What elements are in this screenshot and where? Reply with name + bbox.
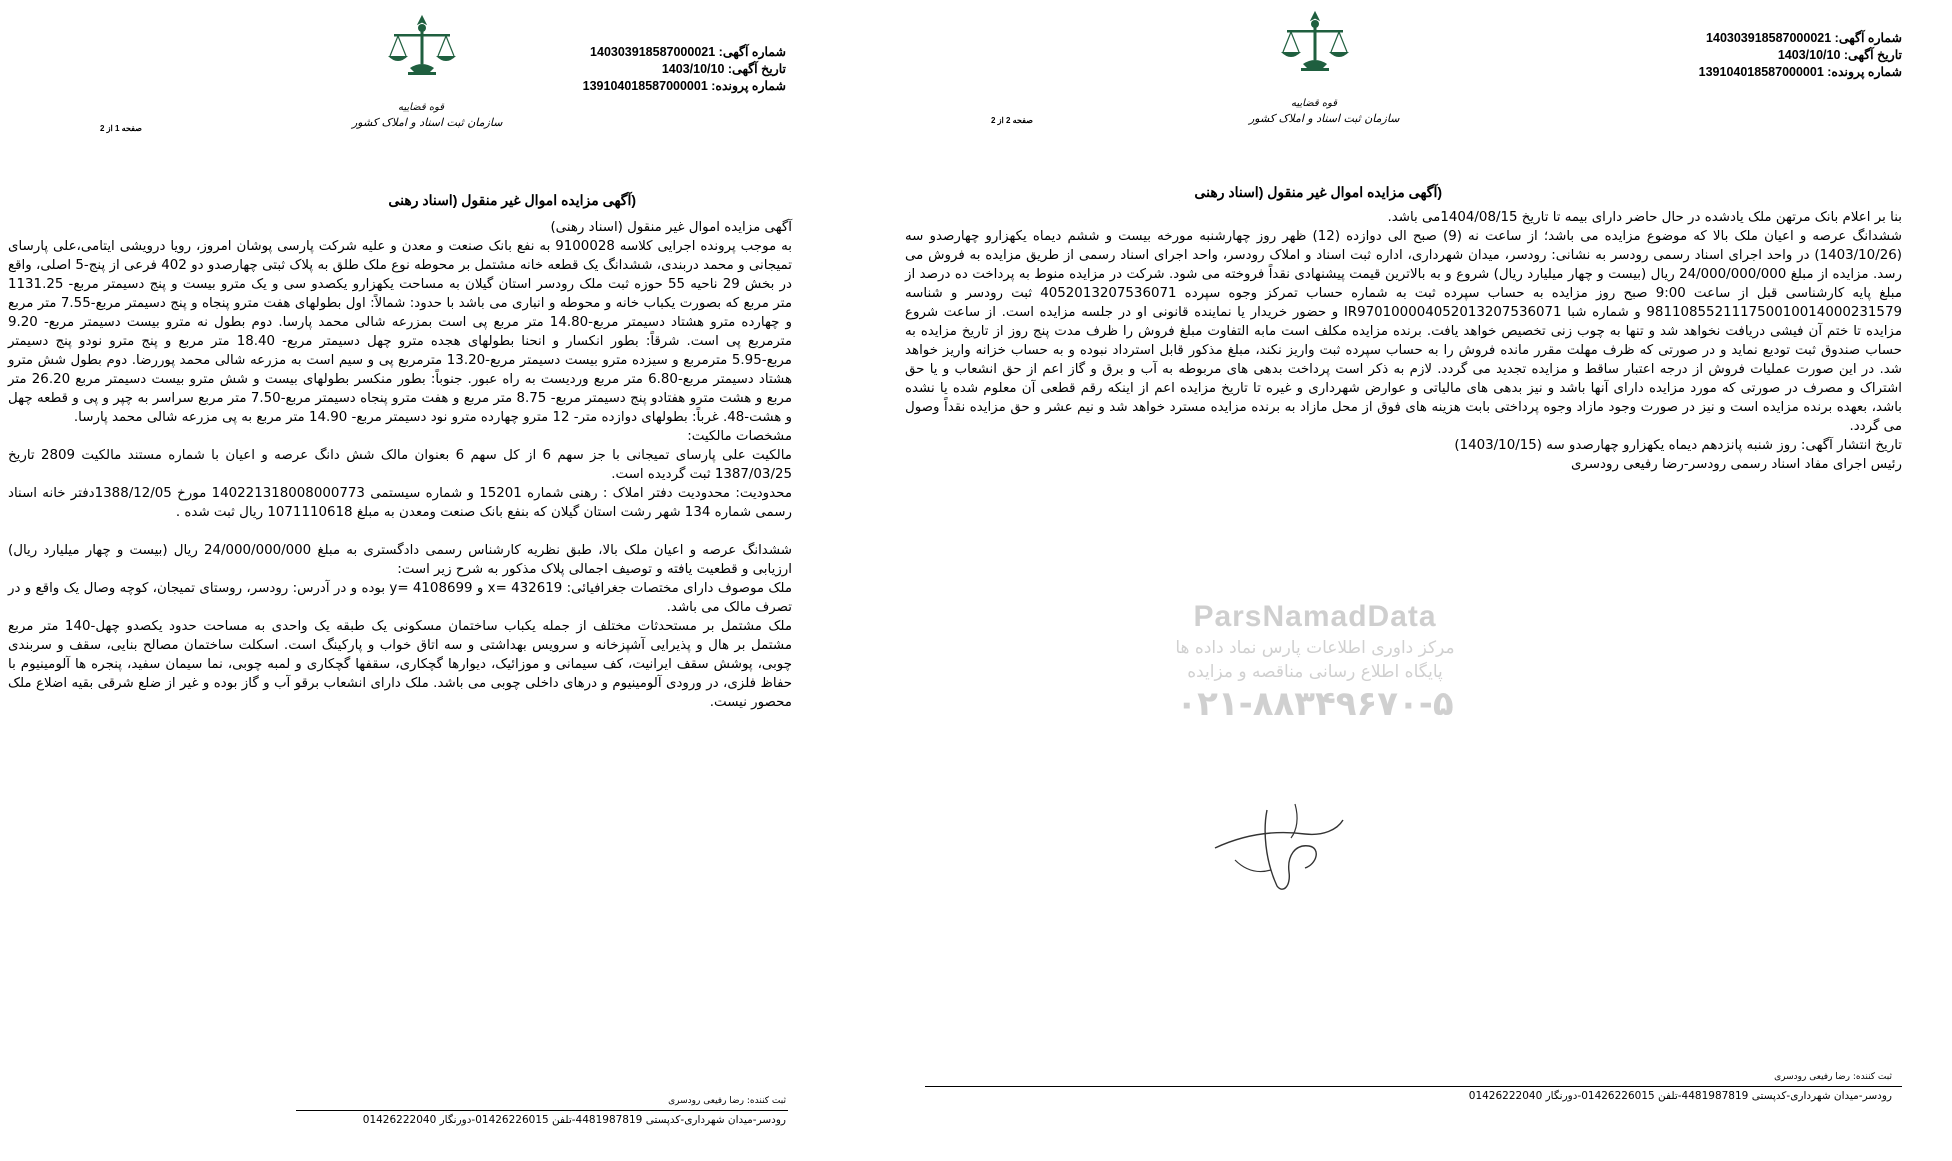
page-number: صفحه 1 از 2 — [100, 124, 142, 133]
paragraph: مالکیت علی پارسای تمیجانی با جز سهم 6 از کل سهم 6 بعنوان مالک شش دانگ عرصه و اعیان با شماره مستند مالکیت 2809 تاریخ 1387/03/25 ثبت گردیده است. — [8, 448, 792, 482]
document-title: (آگهی مزایده اموال غیر منقول (اسناد رهنی — [1194, 184, 1442, 200]
footer-address: رودسر-میدان شهرداری-کدپستی 4481987819-تلفن 01426226015-دورنگار 01426222040 — [362, 1114, 786, 1126]
file-number: شماره پرونده: 139104018587000001 — [582, 79, 786, 93]
footer-address: رودسر-میدان شهرداری-کدپستی 4481987819-تلفن 01426226015-دورنگار 01426222040 — [1468, 1090, 1892, 1102]
paragraph: به موجب پرونده اجرایی کلاسه 9100028 به نفع بانک صنعت و معدن و علیه شرکت پارسی پوشان امروز، رویا درویشی ایتامی،علی پارسای تمیجانی و محمد دربندی، ششدانگ یک قطعه خانه مشتمل بر محوطه نوع ملک طلق به پلاک ثبتی چهارصدو دو 402 فرعی از پنج-5 اصلی، واقع در بخش 29 ناحیه 55 حوزه ثبت ملک رودسر استان گیلان به مساحت یکهزارو یکصدو سی و یک مترو بیست و پنج دسیمتر مربع- 1131.25 متر مربع که بصورت یکباب خانه و محوطه و انباری می باشد با حدود: شمالاً: اول بطولهای هفت مترو پنجاه و پنج دسیمتر مربع-7.55 متر مربع و چهارده مترو هشتاد دسیمتر مربع-14.80 متر مربع پی است بمزرعه شالی محمد پارسا. دوم بطول نه مترو بیست دسیمتر مربع- 9.20 مترمربع پی است. شرقاً: بطور انکسار و انحنا بطولهای هجده مترو چهل دسیمتر مربع- 18.40 متر مربع و پنج مترو نودو پنج دسیمتر مربع-5.95 مترمربع و سیزده مترو بیست دسیمتر مربع-13.20 مترمربع پی و سیم است به مزرعه شالی محمد پوررضا. دوم بطول شش مترو هشتاد دسیمتر مربع-6.80 متر مربع وردیست به راه عبور. جنوباً: بطور منکسر بطولهای بیست و شش مترو بیست دسیمتر مربع 26.20 متر مربع و هشت مترو هفتادو پنج دسیمتر مربع- 8.75 متر مربع و هفت مترو پنجاه دسیمتر مربع-7.50 متر مربع سراسر به چپر و پی و قطعه چهل و هشت-48. غرباً: بطولهای دوازده متر- 12 مترو چهارده مترو نود دسیمتر مربع- 14.90 متر مربع به پی مزرعه شالی محمد پارسا. — [8, 239, 793, 425]
watermark-phone: ۰۲۱-۸۸۳۴۹۶۷۰-۵ — [1176, 684, 1454, 724]
watermark-brand: ParsNamadData — [1193, 600, 1437, 633]
page-number: صفحه 2 از 2 — [991, 116, 1033, 125]
paragraph: بنا بر اعلام بانک مرتهن ملک یادشده در حال حاضر دارای بیمه تا تاریخ 1404/08/15می باشد. — [1387, 210, 1902, 225]
document-body — [905, 208, 1902, 474]
watermark-line: پایگاه اطلاع رسانی مناقصه و مزایده — [1187, 662, 1443, 682]
paragraph: ششدانگ عرصه و اعیان ملک بالا، طبق نظریه کارشناس رسمی دادگستری به مبلغ 24/000/000/000 ریال (بیست و چهار میلیارد ریال) ارزیابی و قطعیت یافته و توصیف اجمالی پلاک مذکور به شرح زیر است: — [8, 543, 792, 577]
announcement-header — [583, 44, 786, 95]
judiciary-emblem-icon — [380, 12, 464, 102]
announcement-number: شماره آگهی: 140303918587000021 — [1706, 31, 1902, 45]
registrar-line: ثبت کننده: رضا رفیعی رودسری — [668, 1096, 786, 1106]
announcement-number: شماره آگهی: 140303918587000021 — [590, 45, 786, 59]
paragraph: محدودیت: محدودیت دفتر املاک : رهنی شماره 15201 و شماره سیستمی 140221318008000773 مورخ 1388/12/05دفتر خانه اسناد رسمی شماره 134 شهر رشت استان گیلان که بنفع بانک صنعت ومعدن به مبلغ 1071110618 ریال ثبت شده . — [8, 486, 792, 520]
paragraph: رئیس اجرای مفاد اسناد رسمی رودسر-رضا رفیعی رودسری — [1570, 457, 1902, 472]
announcement-date: تاریخ آگهی: 1403/10/10 — [1777, 48, 1902, 62]
org-caption: سازمان ثبت اسناد و املاک کشور — [1249, 112, 1400, 125]
page-2 — [905, 0, 1952, 1161]
paragraph: ششدانگ عرصه و اعیان ملک بالا که موضوع مزایده می باشد؛ از ساعت نه (9) صبح الی دوازده (12) ظهر روز چهارشنبه مورخه بیست و ششم دیماه یکهزارو چهارصدو سه (1403/10/26) در واحد اجرای اسناد رسمی رودسر به نشانی: رودسر، میدان شهرداری، اداره ثبت اسناد و املاک رودسر، واحد اجرای اسناد رسمی از طریق مزایده به فروش می رسد. مزایده از مبلغ 24/000/000/000 ریال (بیست و چهار میلیارد ریال) شروع و به بالاترین قیمت پیشنهادی نقداً فروخته می شود. شرکت در مزایده منوط به پرداخت ده درصد از مبلغ پایه کارشناسی قبل از ساعت 9:00 صبح روز مزایده به حساب سپرده ثبت به شماره حساب تمرکز وجوه سپرده 4052013207536071 ثبت رودسر و شناسه 981108552111750010014000231579 و شماره شبا IR970100004052013207536071 و حضور خریدار یا نماینده قانونی او در جلسه مزایده است. از ساعت شروع مزایده تا ختم آن فیشی دریافت نخواهد شد و تنها به چوب زنی تخصیص خواهد یافت. برنده مزایده مکلف است مابه التفاوت مبلغ فروش را ظرف مدت پنج روز از تاریخ مزایده به حساب صندوق ثبت تودیع نماید و در صورتی که ظرف مهلت مقرر مانده فروش را به حساب سپرده ثبت واریز نکند، مبلغ مذکور قابل استرداد نبوده و به حساب خزانه واریز خواهد شد. در این صورت عملیات فروش از درجه اعتبار ساقط و مزایده تجدید می گردد. لازم به ذکر است پرداخت بدهی های مربوطه به آب و برق و گاز اعم از حق انشعاب و یا حق اشتراک و مصرف در صورتی که مورد مزایده دارای آنها باشد و نیز بدهی های مالیاتی و عوارض شهرداری و غیره تا تاریخ مزایده اعم از اینکه رقم قطعی آن معلوم شده یا نشده باشد، بعهده برنده مزایده است و نیز در صورت وجود مازاد وجوه پرداختی بابت هزینه های فوق از محل مازاد به برنده مزایده مسترد خواهد شد و نیم عشر و حق مزایده نقداً وصول می گردد. — [905, 229, 1902, 434]
paragraph: مشخصات مالکیت: — [687, 429, 792, 444]
announcement-date: تاریخ آگهی: 1403/10/10 — [661, 62, 786, 76]
watermark — [1105, 600, 1525, 724]
judiciary-caption: قوه قضاییه — [1291, 98, 1338, 109]
page-1 — [0, 0, 800, 1161]
paragraph: تاریخ انتشار آگهی: روز شنبه پانزدهم دیماه یکهزارو چهارصدو سه (1403/10/15) — [1454, 438, 1902, 453]
registrar-line: ثبت کننده: رضا رفیعی رودسری — [1774, 1072, 1892, 1082]
spacer — [8, 522, 792, 541]
announcement-header — [1699, 30, 1902, 81]
paragraph: آگهی مزایده اموال غیر منقول (اسناد رهنی) — [550, 220, 792, 235]
signature-icon — [1205, 790, 1355, 900]
org-caption: سازمان ثبت اسناد و املاک کشور — [352, 116, 503, 129]
judiciary-caption: قوه قضاییه — [398, 102, 445, 113]
document-body — [8, 218, 792, 712]
judiciary-emblem-icon — [1273, 8, 1357, 98]
paragraph: ملک موصوف دارای مختصات جغرافیائی: 432619 =x و 4108699 =y بوده و در آدرس: رودسر، روستای تمیجان، کوچه وصال یک واقع و در تصرف مالک می باشد. — [8, 581, 792, 615]
document-title: (آگهی مزایده اموال غیر منقول (اسناد رهنی — [388, 192, 636, 208]
file-number: شماره پرونده: 139104018587000001 — [1698, 65, 1902, 79]
footer-divider — [296, 1110, 788, 1111]
footer-divider — [925, 1086, 1902, 1087]
watermark-line: مرکز داوری اطلاعات پارس نماد داده ها — [1175, 638, 1455, 658]
paragraph: ملک مشتمل بر مستحدثات مختلف از جمله یکباب ساختمان مسکونی یک طبقه یک واحدی به مساحت حدود یکصدو چهل-140 متر مربع مشتمل بر هال و پذیرایی آشپزخانه و سرویس بهداشتی و سه اتاق خواب و پارکینگ است. اسکلت ساختمان مصالح بنایی، سقف و سربندی چوبی، پوشش سقف ایرانیت، کف سیمانی و موزائیک، دیوارها گچکاری، سقفها گچکاری و لمبه چوبی، نما سیمان سفید، پنجره ها آلومینیوم با حفاظ فلزی، در ورودی آلومینیوم و درهای داخلی چوبی می باشد. ملک دارای انشعاب برقو آب و گاز بوده و غیر از ضلع شرقی بقیه اضلاع ملک محصور نیست. — [8, 619, 792, 710]
